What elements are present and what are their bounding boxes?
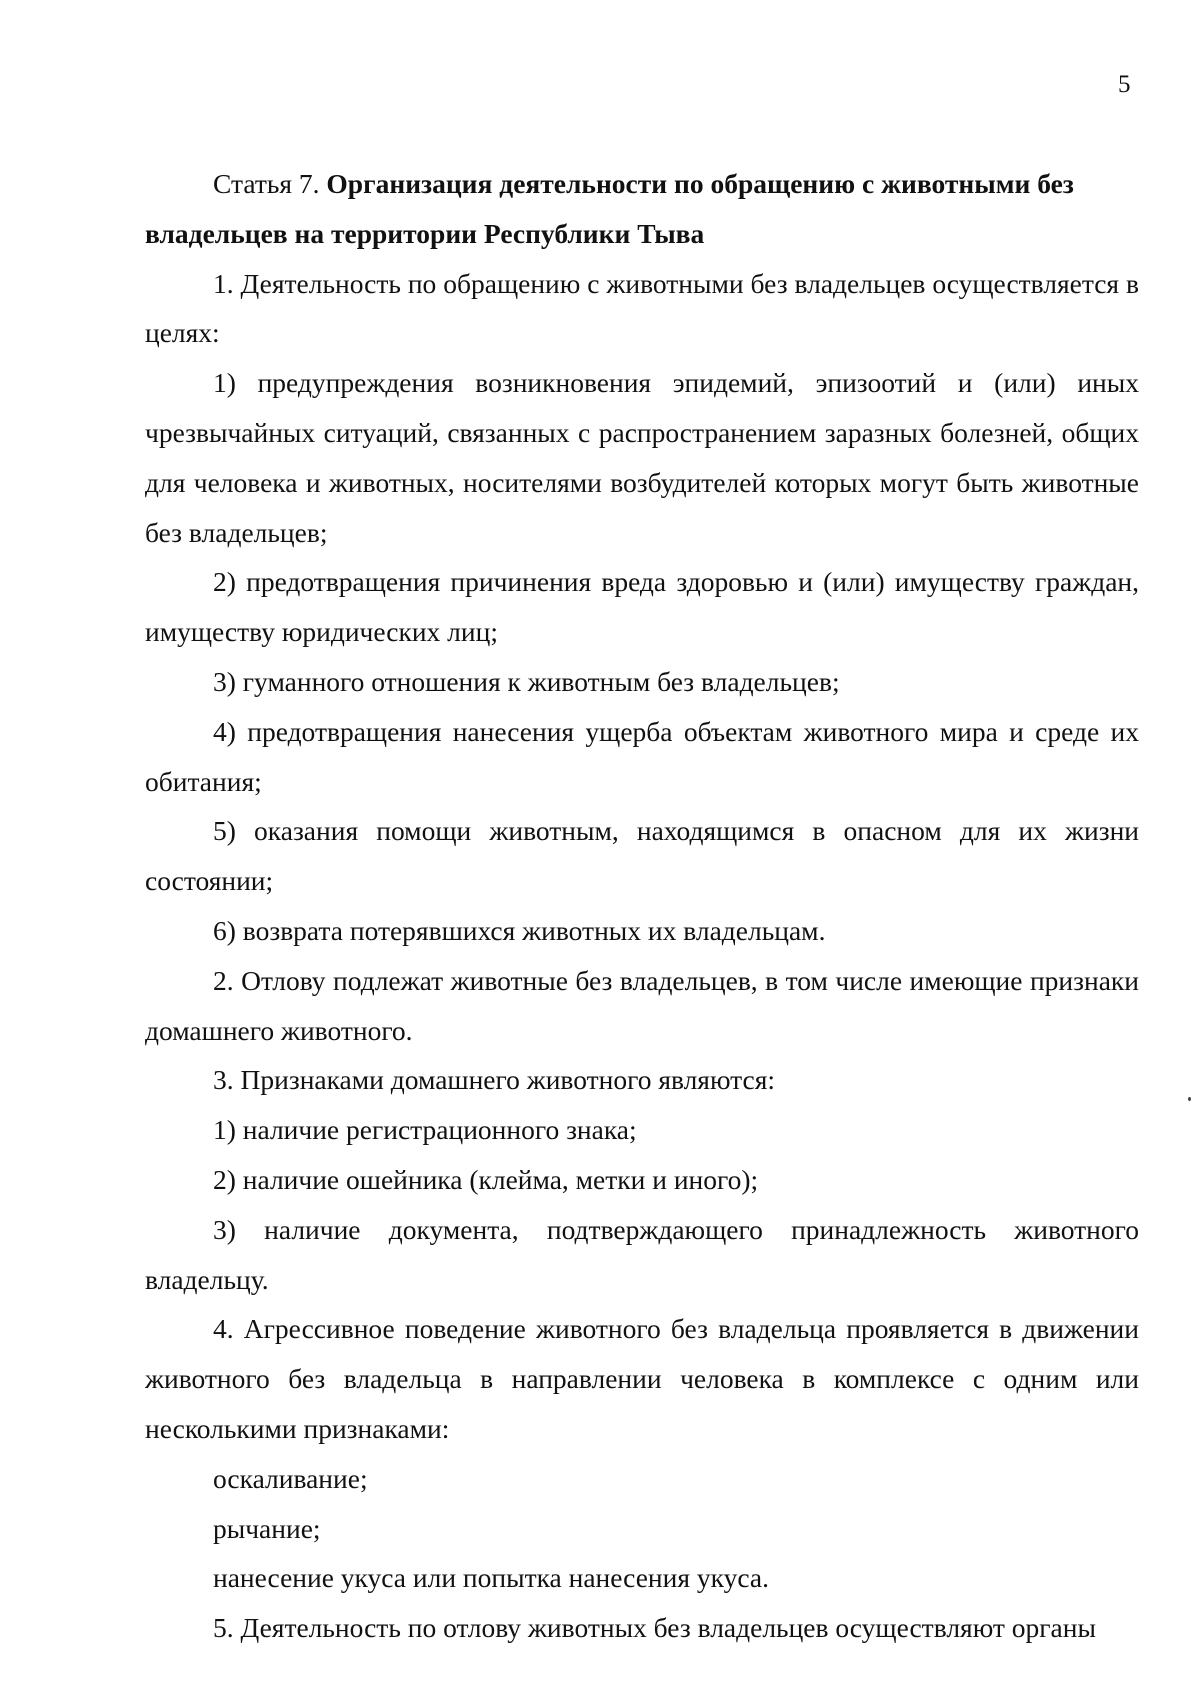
paragraph: 2. Отлову подлежат животные без владельцев, в том числе имеющие признаки домашнего животного. [145, 964, 1139, 1046]
paragraph: 5) оказания помощи животным, находящимся в опасном для их жизни состоянии; [145, 815, 1139, 897]
paragraph: 3) наличие документа, подтверждающего принадлежность животного владельцу. [145, 1213, 1139, 1295]
paragraph: 2) предотвращения причинения вреда здоровью и (или) имуществу граждан, имуществу юридических лиц; [145, 566, 1139, 648]
article-title: Организация деятельности по обращению с животными без владельцев на территории Республики Тыва [145, 168, 1074, 249]
page-number: 5 [1118, 71, 1131, 98]
paragraph: нанесение укуса или попытка нанесения укуса. [213, 1562, 769, 1594]
scan-speck [1188, 1097, 1191, 1101]
paragraph: 1) предупреждения возникновения эпидемий, эпизоотий и (или) иных чрезвычайных ситуаций, связанных с распространением заразных болезней, общих для человека и животных, носителями возбудителей которых могут быть животные без владельцев; [145, 367, 1139, 548]
paragraph: рычание; [213, 1512, 321, 1544]
paragraph: 1) наличие регистрационного знака; [213, 1114, 637, 1146]
paragraph: 1. Деятельность по обращению с животными без владельцев осуществляется в целях: [145, 267, 1139, 349]
paragraph: 3) гуманного отношения к животным без владельцев; [213, 665, 840, 697]
paragraph: 5. Деятельность по отлову животных без владельцев осуществляют органы [213, 1612, 1096, 1644]
paragraph: оскаливание; [213, 1462, 368, 1494]
article-heading [145, 159, 1139, 259]
document-body [145, 159, 1139, 1653]
paragraph: 4) предотвращения нанесения ущерба объектам животного мира и среде их обитания; [145, 715, 1139, 797]
paragraph: 4. Агрессивное поведение животного без владельца проявляется в движении животного без владельца в направлении человека в комплексе с одним или несколькими признаками: [145, 1313, 1139, 1444]
paragraph: 6) возврата потерявшихся животных их владельцам. [213, 914, 826, 946]
paragraph: 3. Признаками домашнего животного являются: [213, 1064, 775, 1096]
article-prefix: Статья 7. [213, 168, 320, 199]
paragraph: 2) наличие ошейника (клейма, метки и иного); [213, 1163, 759, 1195]
